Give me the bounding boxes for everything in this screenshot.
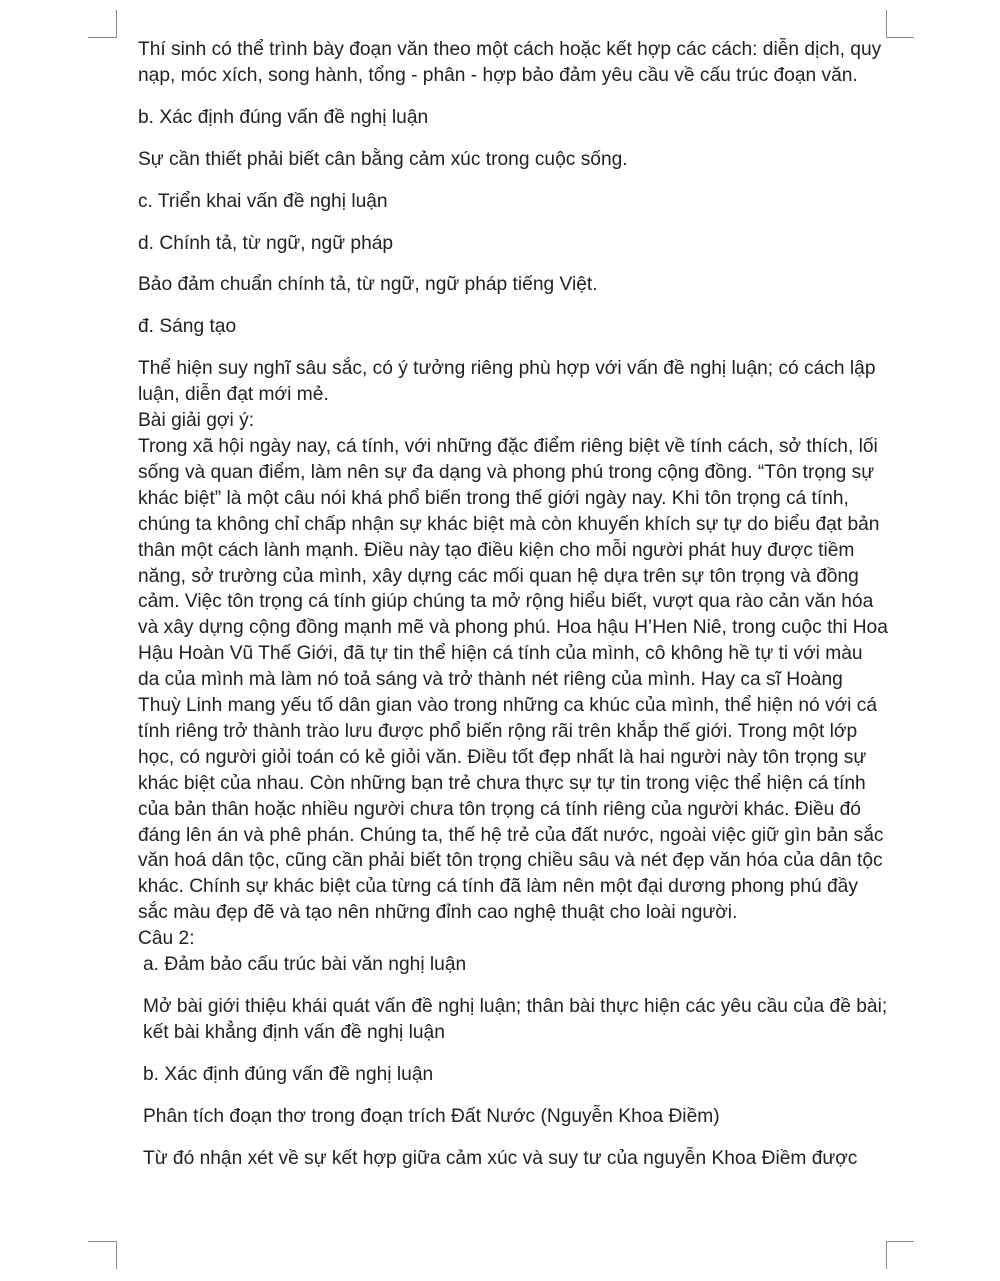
heading-develop-issue: c. Triển khai vấn đề nghị luận bbox=[138, 190, 388, 212]
heading-essay-structure: a. Đảm bảo cấu trúc bài văn nghị luận bbox=[143, 954, 467, 976]
heading-identify-issue-2: b. Xác định đúng vấn đề nghị luận bbox=[143, 1063, 434, 1085]
paragraph-spelling-grammar: Bảo đảm chuẩn chính tả, từ ngữ, ngữ pháp tiếng Việt. bbox=[138, 274, 598, 296]
heading-creativity: đ. Sáng tạo bbox=[138, 316, 237, 338]
paragraph-creativity: Thể hiện suy nghĩ sâu sắc, có ý tưởng riêng phù hợp với vấn đề nghị luận; có cách lập luận, diễn đạt mới mẻ. bbox=[138, 358, 876, 406]
heading-question-2: Câu 2: bbox=[138, 928, 195, 950]
heading-spelling-grammar: d. Chính tả, từ ngữ, ngữ pháp bbox=[138, 232, 394, 254]
paragraph-poem-analysis: Phân tích đoạn thơ trong đoạn trích Đất Nước (Nguyễn Khoa Điềm) bbox=[143, 1105, 720, 1127]
heading-identify-issue: b. Xác định đúng vấn đề nghị luận bbox=[138, 106, 429, 128]
paragraph-comment: Từ đó nhận xét về sự kết hợp giữa cảm xúc và suy tư của nguyễn Khoa Điềm được bbox=[143, 1147, 858, 1169]
paragraph-structure-note: Thí sinh có thể trình bày đoạn văn theo một cách hoặc kết hợp các cách: diễn dịch, quy nạp, móc xích, song hành, tổng - phân - hợp bảo đảm yêu cầu về cấu trúc đoạn văn. bbox=[138, 39, 882, 86]
paragraph-issue: Sự cần thiết phải biết cân bằng cảm xúc trong cuộc sống. bbox=[138, 148, 628, 170]
paragraph-essay-structure: Mở bài giới thiệu khái quát vấn đề nghị luận; thân bài thực hiện các yêu cầu của đề bài; kết bài khẳng định vấn đề nghị luận bbox=[143, 996, 888, 1043]
heading-suggested-answer: Bài giải gợi ý: bbox=[138, 410, 255, 432]
paragraph-suggested-answer: Trong xã hội ngày nay, cá tính, với những đặc điểm riêng biệt về tính cách, sở thích, lối sống và quan điểm, làm nên sự đa dạng và phong phú trong cộng đồng. “Tôn trọng sự khác biệt” là một câu nói khá phổ biến trong thế giới ngày nay. Khi tôn trọng cá tính, chúng ta không chỉ chấp nhận sự khác biệt mà còn khuyến khích sự tự do biểu đạt bản thân một cách lành mạnh. Điều này tạo điều kiện cho mỗi người phát huy được tiềm năng, sở trường của mình, xây dựng các mối quan hệ dựa trên sự tôn trọng và đồng cảm. Việc tôn trọng cá tính giúp chúng ta mở rộng hiểu biết, vượt qua rào cản văn hóa và xây dựng cộng đồng mạnh mẽ và phong phú. Hoa hậu H’Hen Niê, trong cuộc thi Hoa Hậu Hoàn Vũ Thế Giới, đã tự tin thể hiện cá tính của mình, cô không hề tự ti với màu da của mình mà làm nó toả sáng và trở thành nét riêng của mình. Hay ca sĩ Hoàng Thuỳ Linh mang yếu tố dân gian vào trong những ca khúc của mình, thể hiện nó với cá tính riêng trở thành trào lưu được phổ biến rộng rãi trên khắp thế giới. Trong một lớp học, có người giỏi toán có kẻ giỏi văn. Điều tốt đẹp nhất là hai người này tôn trọng sự khác biệt của nhau. Còn những bạn trẻ chưa thực sự tự tin trong việc thể hiện cá tính của bản thân hoặc nhiều người chưa tôn trọng cá tính riêng của người khác. Điều đó đáng lên án và phê phán. Chúng ta, thế hệ trẻ của đất nước, ngoài việc giữ gìn bản sắc văn hoá dân tộc, cũng cần phải biết tôn trọng chiều sâu và nét đẹp văn hóa của dân tộc khác. Chính sự khác biệt của từng cá tính đã làm nên một đại dương phong phú đầy sắc màu đẹp đẽ và tạo nên những đỉnh cao nghệ thuật cho loài người. bbox=[138, 435, 888, 924]
document-page bbox=[138, 37, 888, 1172]
